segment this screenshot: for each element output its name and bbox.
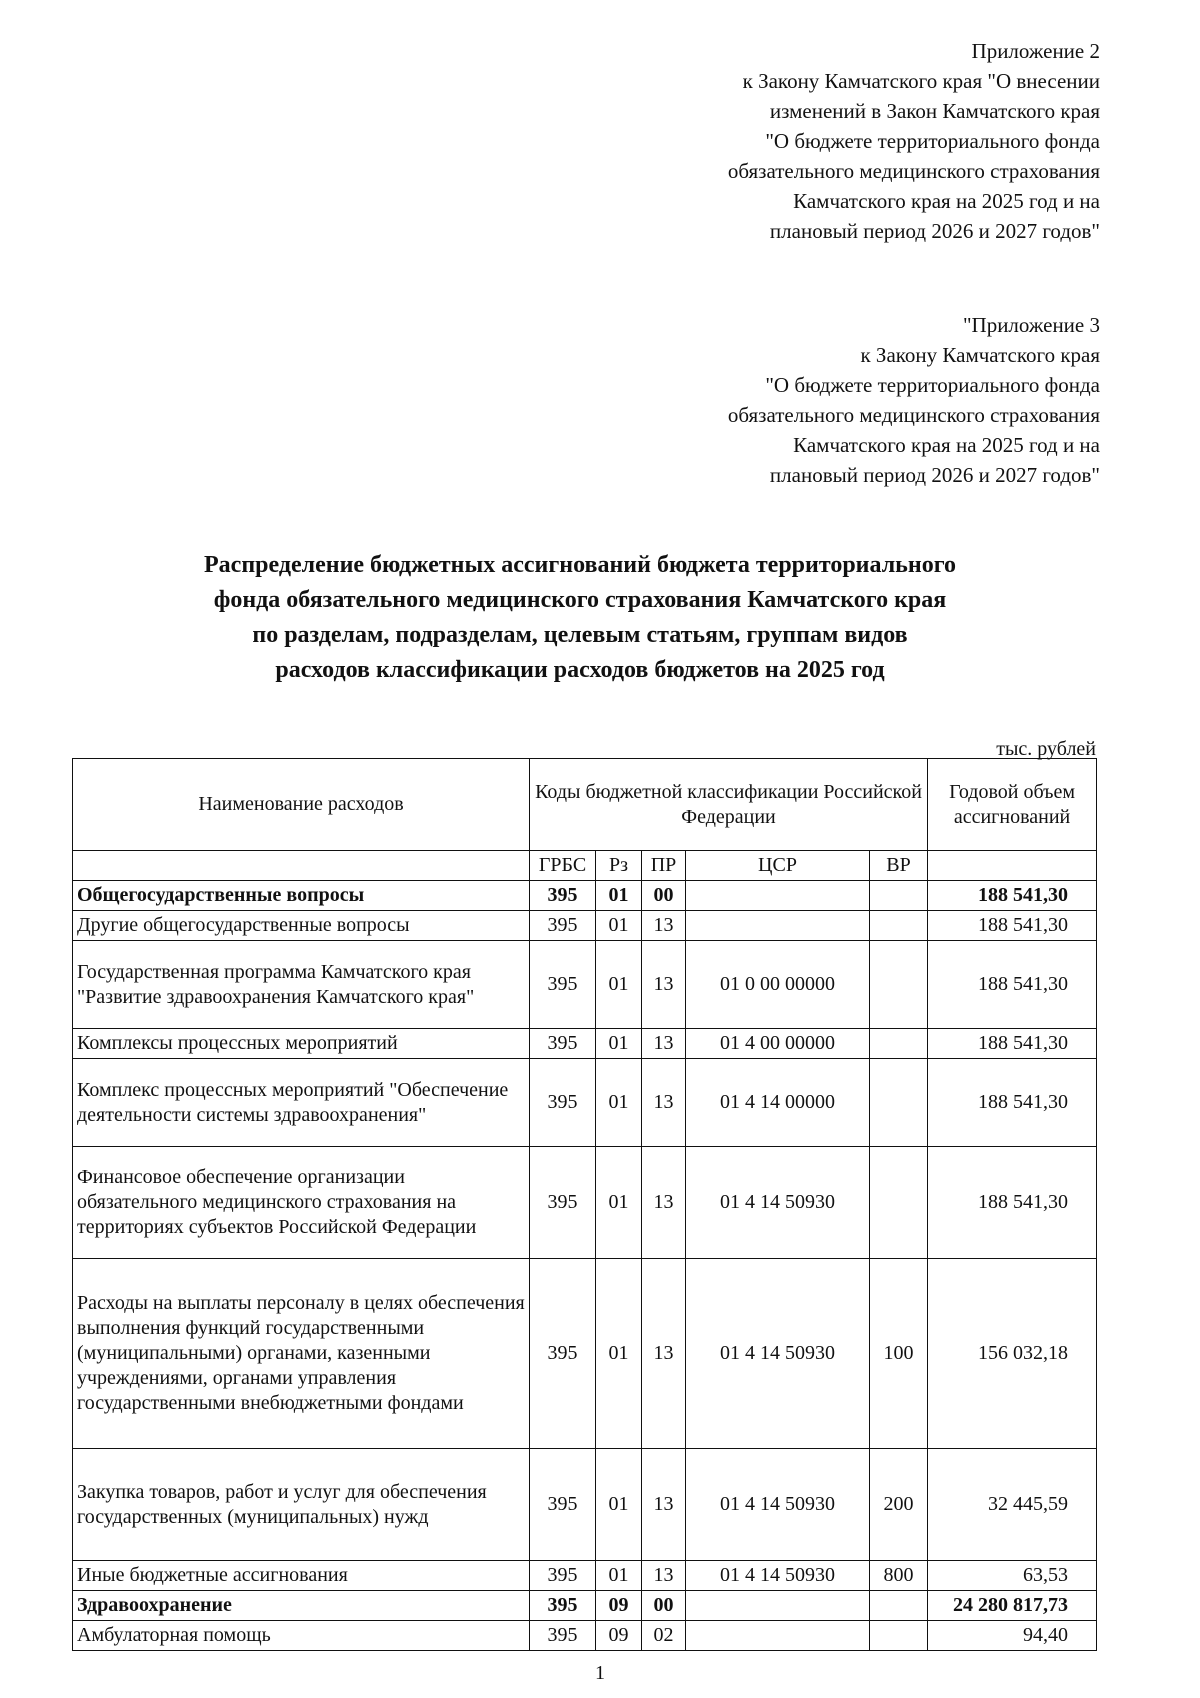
cell-grbs: 395	[530, 1059, 596, 1147]
cell-name: Общегосударственные вопросы	[73, 881, 530, 911]
appendix-line: обязательного медицинского страхования	[727, 159, 1100, 183]
cell-name: Здравоохранение	[73, 1591, 530, 1621]
cell-pr: 02	[642, 1621, 686, 1651]
cell-vr	[870, 1591, 928, 1621]
cell-rz: 09	[596, 1591, 642, 1621]
table-row	[73, 1259, 1097, 1449]
appendix-3-header	[728, 310, 1100, 490]
cell-csr	[686, 1591, 870, 1621]
cell-vr	[870, 1059, 928, 1147]
cell-grbs: 395	[530, 911, 596, 941]
units-label: тыс. рублей	[996, 738, 1096, 760]
cell-amount: 188 541,30	[928, 941, 1097, 1029]
cell-pr: 13	[642, 1059, 686, 1147]
cell-csr	[686, 1621, 870, 1651]
cell-grbs: 395	[530, 1029, 596, 1059]
cell-rz: 01	[596, 881, 642, 911]
cell-rz: 01	[596, 941, 642, 1029]
appendix-2-header	[728, 36, 1100, 246]
appendix-line: Приложение 2	[971, 39, 1100, 63]
appendix-line: Камчатского края на 2025 год и на	[793, 189, 1100, 213]
cell-amount: 156 032,18	[928, 1259, 1097, 1449]
appendix-line: к Закону Камчатского края	[860, 343, 1100, 367]
title-line: расходов классификации расходов бюджетов на 2025 год	[275, 657, 885, 683]
cell-csr	[686, 911, 870, 941]
cell-pr: 00	[642, 881, 686, 911]
header-name: Наименование расходов	[73, 759, 530, 851]
table-row	[73, 881, 1097, 911]
title-line: Распределение бюджетных ассигнований бюджета территориального	[204, 552, 956, 578]
cell-amount: 24 280 817,73	[928, 1591, 1097, 1621]
cell-pr: 13	[642, 941, 686, 1029]
cell-name: Иные бюджетные ассигнования	[73, 1561, 530, 1591]
appendix-line: плановый период 2026 и 2027 годов"	[769, 463, 1100, 487]
cell-csr: 01 4 14 50930	[686, 1561, 870, 1591]
cell-grbs: 395	[530, 881, 596, 911]
cell-name: Амбулаторная помощь	[73, 1621, 530, 1651]
cell-rz: 09	[596, 1621, 642, 1651]
appendix-line: "О бюджете территориального фонда	[765, 129, 1100, 153]
table-row	[73, 1449, 1097, 1561]
cell-grbs: 395	[530, 1561, 596, 1591]
cell-pr: 13	[642, 1029, 686, 1059]
budget-table	[72, 758, 1097, 1651]
table-row	[73, 1561, 1097, 1591]
cell-csr: 01 4 14 00000	[686, 1059, 870, 1147]
cell-grbs: 395	[530, 1259, 596, 1449]
header-grbs: ГРБС	[530, 851, 596, 881]
cell-pr: 13	[642, 911, 686, 941]
cell-amount: 188 541,30	[928, 881, 1097, 911]
cell-csr	[686, 881, 870, 911]
cell-vr: 200	[870, 1449, 928, 1561]
cell-pr: 13	[642, 1259, 686, 1449]
cell-name: Другие общегосударственные вопросы	[73, 911, 530, 941]
cell-grbs: 395	[530, 1449, 596, 1561]
cell-csr: 01 0 00 00000	[686, 941, 870, 1029]
title-line: фонда обязательного медицинского страхования Камчатского края	[213, 587, 947, 613]
table-row	[73, 1059, 1097, 1147]
appendix-line: к Закону Камчатского края "О внесении	[742, 69, 1100, 93]
table-row	[73, 1621, 1097, 1651]
header-empty	[73, 851, 530, 881]
cell-rz: 01	[596, 1449, 642, 1561]
title-line: по разделам, подразделам, целевым статьям, группам видов	[252, 622, 908, 648]
cell-amount: 188 541,30	[928, 911, 1097, 941]
cell-csr: 01 4 00 00000	[686, 1029, 870, 1059]
appendix-line: плановый период 2026 и 2027 годов"	[769, 219, 1100, 243]
cell-name: Комплексы процессных мероприятий	[73, 1029, 530, 1059]
cell-vr: 100	[870, 1259, 928, 1449]
table-row	[73, 1147, 1097, 1259]
cell-csr: 01 4 14 50930	[686, 1259, 870, 1449]
cell-vr	[870, 1621, 928, 1651]
cell-rz: 01	[596, 1029, 642, 1059]
appendix-line: "Приложение 3	[962, 313, 1100, 337]
header-vr: ВР	[870, 851, 928, 881]
cell-grbs: 395	[530, 1147, 596, 1259]
cell-vr	[870, 941, 928, 1029]
cell-name: Закупка товаров, работ и услуг для обеспечения государственных (муниципальных) нужд	[73, 1449, 530, 1561]
cell-pr: 00	[642, 1591, 686, 1621]
cell-amount: 32 445,59	[928, 1449, 1097, 1561]
cell-name: Комплекс процессных мероприятий "Обеспечение деятельности системы здравоохранения"	[73, 1059, 530, 1147]
header-amount: Годовой объем ассигнований	[928, 759, 1097, 851]
cell-vr	[870, 881, 928, 911]
table-body	[73, 881, 1097, 1651]
table-row	[73, 941, 1097, 1029]
appendix-line: обязательного медицинского страхования	[727, 403, 1100, 427]
cell-pr: 13	[642, 1561, 686, 1591]
header-pr: ПР	[642, 851, 686, 881]
cell-vr	[870, 1029, 928, 1059]
header-codes: Коды бюджетной классификации Российской Федерации	[530, 759, 928, 851]
appendix-line: изменений в Закон Камчатского края	[769, 99, 1100, 123]
cell-pr: 13	[642, 1449, 686, 1561]
cell-pr: 13	[642, 1147, 686, 1259]
cell-rz: 01	[596, 1561, 642, 1591]
cell-vr: 800	[870, 1561, 928, 1591]
cell-amount: 188 541,30	[928, 1029, 1097, 1059]
cell-amount: 188 541,30	[928, 1059, 1097, 1147]
cell-amount: 94,40	[928, 1621, 1097, 1651]
header-rz: Рз	[596, 851, 642, 881]
cell-vr	[870, 1147, 928, 1259]
cell-amount: 188 541,30	[928, 1147, 1097, 1259]
cell-rz: 01	[596, 1259, 642, 1449]
page-number: 1	[595, 1662, 605, 1684]
header-csr: ЦСР	[686, 851, 870, 881]
table-row	[73, 1029, 1097, 1059]
cell-grbs: 395	[530, 1591, 596, 1621]
cell-vr	[870, 911, 928, 941]
cell-name: Расходы на выплаты персоналу в целях обеспечения выполнения функций государственными (муниципальными) органами, казенными учреждениями, органами управления государственными внебюджетными фондами	[73, 1259, 530, 1449]
cell-name: Государственная программа Камчатского края "Развитие здравоохранения Камчатского края"	[73, 941, 530, 1029]
cell-grbs: 395	[530, 1621, 596, 1651]
cell-name: Финансовое обеспечение организации обязательного медицинского страхования на территориях субъектов Российской Федерации	[73, 1147, 530, 1259]
cell-csr: 01 4 14 50930	[686, 1449, 870, 1561]
cell-rz: 01	[596, 1147, 642, 1259]
table-row	[73, 911, 1097, 941]
cell-csr: 01 4 14 50930	[686, 1147, 870, 1259]
cell-rz: 01	[596, 911, 642, 941]
cell-amount: 63,53	[928, 1561, 1097, 1591]
cell-rz: 01	[596, 1059, 642, 1147]
cell-grbs: 395	[530, 941, 596, 1029]
appendix-line: Камчатского края на 2025 год и на	[793, 433, 1100, 457]
document-title	[80, 548, 1080, 688]
header-empty	[928, 851, 1097, 881]
table-row	[73, 1591, 1097, 1621]
appendix-line: "О бюджете территориального фонда	[765, 373, 1100, 397]
